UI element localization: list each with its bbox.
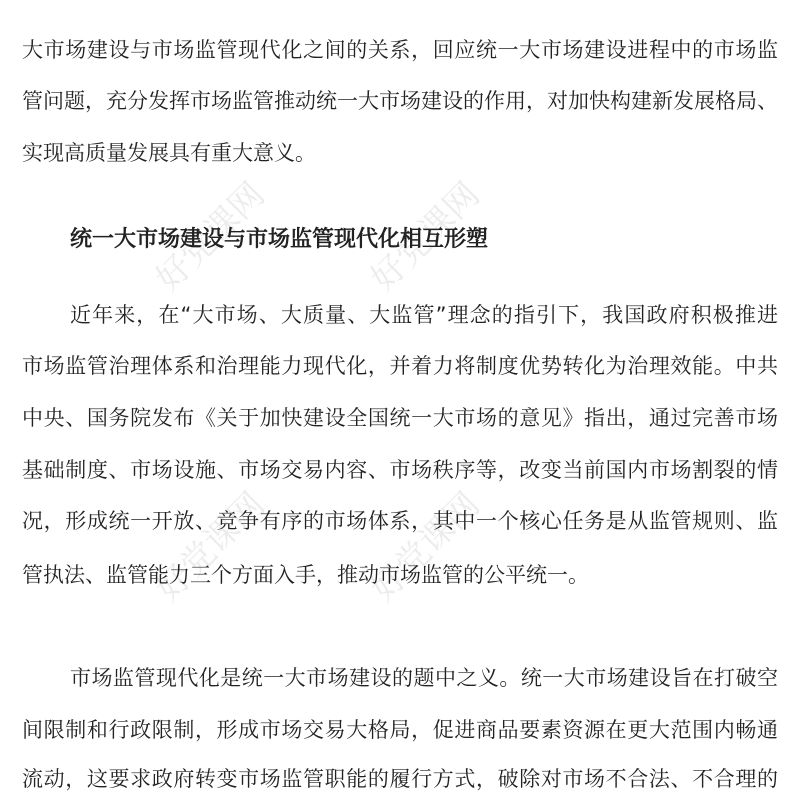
paragraph-line: 近年来，在“大市场、大质量、大监管”理念的指引下，我国政府积极推进 xyxy=(70,303,778,327)
paragraph-line: 间限制和行政限制，形成市场交易大格局，促进商品要素资源在更大范围内畅通 xyxy=(22,718,778,742)
watermark-text: 好党课网 xyxy=(148,484,273,610)
watermark-text: 好党课网 xyxy=(148,174,273,300)
watermark-text: 好党课网 xyxy=(363,174,488,300)
paragraph-line: 大市场建设与市场监管现代化之间的关系，回应统一大市场建设进程中的市场监 xyxy=(22,38,778,62)
watermark-text: 好党课网 xyxy=(363,484,488,610)
paragraph-line: 基础制度、市场设施、市场交易内容、市场秩序等，改变当前国内市场割裂的情 xyxy=(22,458,778,482)
paragraph-line: 管执法、监管能力三个方面入手，推动市场监管的公平统一。 xyxy=(22,563,589,587)
paragraph-line: 管问题，充分发挥市场监管推动统一大市场建设的作用，对加快构建新发展格局、 xyxy=(22,89,778,113)
section-heading: 统一大市场建设与市场监管现代化相互形塑 xyxy=(70,227,489,252)
paragraph-line: 中央、国务院发布《关于加快建设全国统一大市场的意见》指出，通过完善市场 xyxy=(22,406,778,430)
paragraph-line: 市场监管治理体系和治理能力现代化，并着力将制度优势转化为治理效能。中共 xyxy=(22,354,778,378)
paragraph-line: 况，形成统一开放、竞争有序的市场体系，其中一个核心任务是从监管规则、监 xyxy=(22,509,778,533)
paragraph-line: 市场监管现代化是统一大市场建设的题中之义。统一大市场建设旨在打破空 xyxy=(70,666,778,690)
paragraph-line: 实现高质量发展具有重大意义。 xyxy=(22,141,316,165)
paragraph-line: 流动，这要求政府转变市场监管职能的履行方式，破除对市场不合法、不合理的 xyxy=(22,767,778,791)
